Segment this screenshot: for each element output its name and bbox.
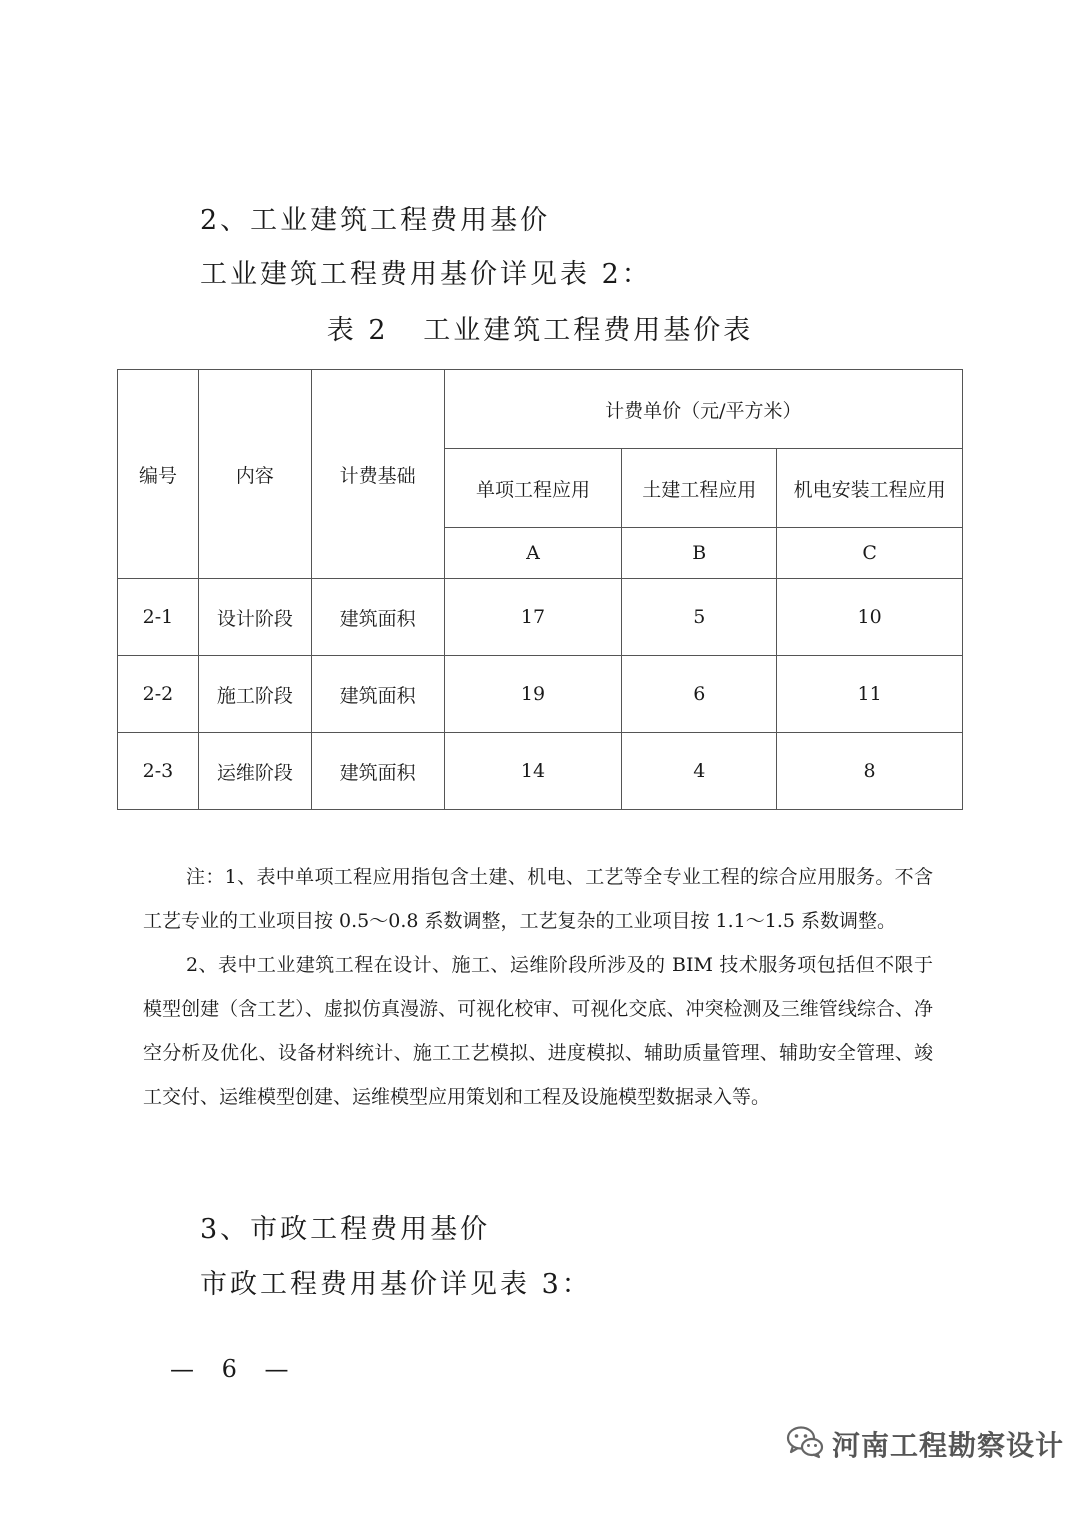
cell-c: 8 bbox=[777, 733, 963, 810]
table-row bbox=[118, 656, 963, 733]
header-number: 编号 bbox=[118, 370, 199, 579]
page-number: — 6 — bbox=[170, 1355, 299, 1383]
table-row bbox=[118, 579, 963, 656]
cell-c: 10 bbox=[777, 579, 963, 656]
header-basis: 计费基础 bbox=[311, 370, 444, 579]
wechat-icon bbox=[786, 1425, 824, 1463]
fee-table bbox=[117, 369, 963, 810]
section-intro-3: 市政工程费用基价详见表 3： bbox=[200, 1269, 592, 1300]
header-col-a: A bbox=[444, 528, 622, 579]
cell-b: 4 bbox=[622, 733, 777, 810]
section-heading-3: 3、市政工程费用基价 bbox=[200, 1214, 491, 1245]
cell-basis: 建筑面积 bbox=[311, 733, 444, 810]
table-row bbox=[118, 733, 963, 810]
table-title: 表 2 工业建筑工程费用基价表 bbox=[326, 315, 754, 346]
header-col-c: C bbox=[777, 528, 963, 579]
header-civil: 土建工程应用 bbox=[622, 449, 777, 528]
cell-number: 2-3 bbox=[118, 733, 199, 810]
header-mep: 机电安装工程应用 bbox=[777, 449, 963, 528]
watermark-text: 河南工程勘察设计 bbox=[832, 1429, 1065, 1462]
cell-number: 2-1 bbox=[118, 579, 199, 656]
cell-b: 5 bbox=[622, 579, 777, 656]
cell-number: 2-2 bbox=[118, 656, 199, 733]
cell-a: 14 bbox=[444, 733, 622, 810]
cell-content: 运维阶段 bbox=[198, 733, 311, 810]
cell-basis: 建筑面积 bbox=[311, 656, 444, 733]
watermark bbox=[786, 1424, 1064, 1464]
cell-basis: 建筑面积 bbox=[311, 579, 444, 656]
cell-content: 施工阶段 bbox=[198, 656, 311, 733]
cell-b: 6 bbox=[622, 656, 777, 733]
table-header-row bbox=[118, 370, 963, 449]
section-heading-2: 2、工业建筑工程费用基价 bbox=[200, 205, 551, 236]
note-1: 注：1、表中单项工程应用指包含土建、机电、工艺等全专业工程的综合应用服务。不含工艺专业的工业项目按 0.5～0.8 系数调整，工艺复杂的工业项目按 1.1～1.5 系数调整。 bbox=[143, 866, 933, 932]
header-col-b: B bbox=[622, 528, 777, 579]
table-notes bbox=[143, 855, 933, 1119]
header-single: 单项工程应用 bbox=[444, 449, 622, 528]
header-content: 内容 bbox=[198, 370, 311, 579]
cell-a: 19 bbox=[444, 656, 622, 733]
header-unit-price: 计费单价（元/平方米） bbox=[444, 370, 962, 449]
section-intro-2: 工业建筑工程费用基价详见表 2： bbox=[200, 259, 652, 290]
cell-content: 设计阶段 bbox=[198, 579, 311, 656]
note-2: 2、表中工业建筑工程在设计、施工、运维阶段所涉及的 BIM 技术服务项包括但不限于模型创建（含工艺）、虚拟仿真漫游、可视化校审、可视化交底、冲突检测及三维管线综合、净空分析及优化、设备材料统计、施工工艺模拟、进度模拟、辅助质量管理、辅助安全管理、竣工交付、运维模型创建、运维模型应用策划和工程及设施模型数据录入等。 bbox=[143, 954, 933, 1108]
cell-c: 11 bbox=[777, 656, 963, 733]
cell-a: 17 bbox=[444, 579, 622, 656]
